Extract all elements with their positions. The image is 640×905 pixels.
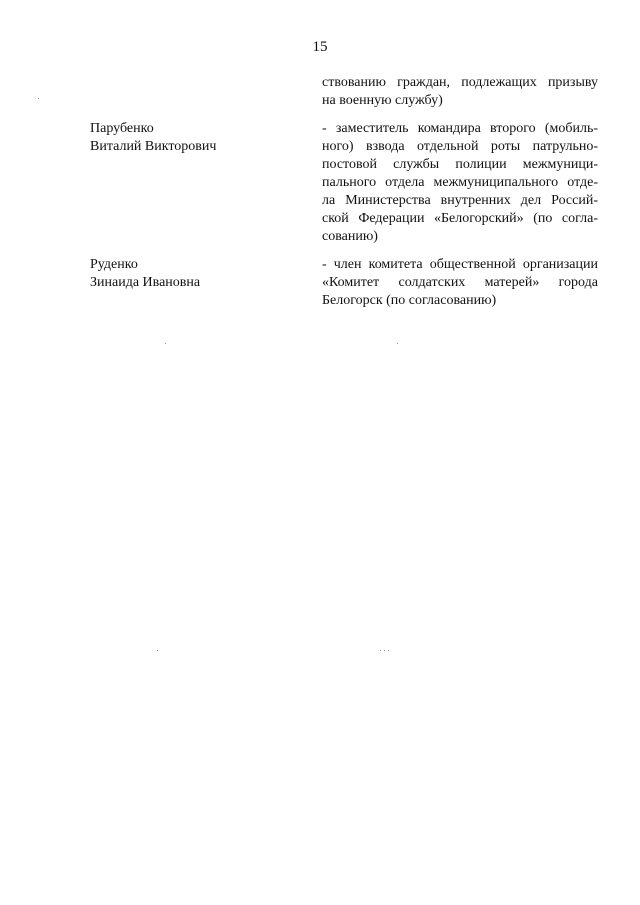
text-line: ской Федерации «Белогорский» (по согла-: [322, 211, 598, 226]
continuation-text: [322, 74, 598, 110]
member-description: [322, 120, 598, 246]
scan-speck: [388, 650, 389, 651]
scan-speck: [380, 650, 381, 651]
member-given-names: Зинаида Ивановна: [90, 275, 201, 290]
member-given-names: Виталий Викторович: [90, 139, 217, 154]
text-line: - заместитель командира второго (мобиль-: [322, 121, 598, 136]
text-line: пального отдела межмуниципального отде-: [322, 175, 598, 190]
text-line: сованию): [322, 229, 378, 244]
page-number: 15: [312, 39, 328, 55]
text-line: на военную службу): [322, 93, 443, 108]
member-name: [90, 256, 290, 292]
scan-speck: [384, 650, 385, 651]
text-line: ла Министерства внутренних дел Россий-: [322, 193, 598, 208]
text-line: Белогорск (по согласованию): [322, 293, 497, 308]
scan-speck: [38, 98, 39, 99]
text-line: ного) взвода отдельной роты патрульно-: [322, 139, 598, 154]
member-description: [322, 256, 598, 310]
text-line: - член комитета общественной организации: [322, 257, 598, 272]
text-line: постовой службы полиции межмуници-: [322, 157, 598, 172]
text-line: «Комитет солдатских матерей» города: [322, 275, 598, 290]
text-line: ствованию граждан, подлежащих призыву: [322, 75, 598, 90]
scan-speck: [397, 343, 398, 344]
member-name: [90, 120, 290, 156]
member-surname: Руденко: [90, 257, 138, 272]
scan-speck: [165, 343, 166, 344]
member-surname: Парубенко: [90, 121, 154, 136]
scan-speck: [157, 650, 158, 651]
